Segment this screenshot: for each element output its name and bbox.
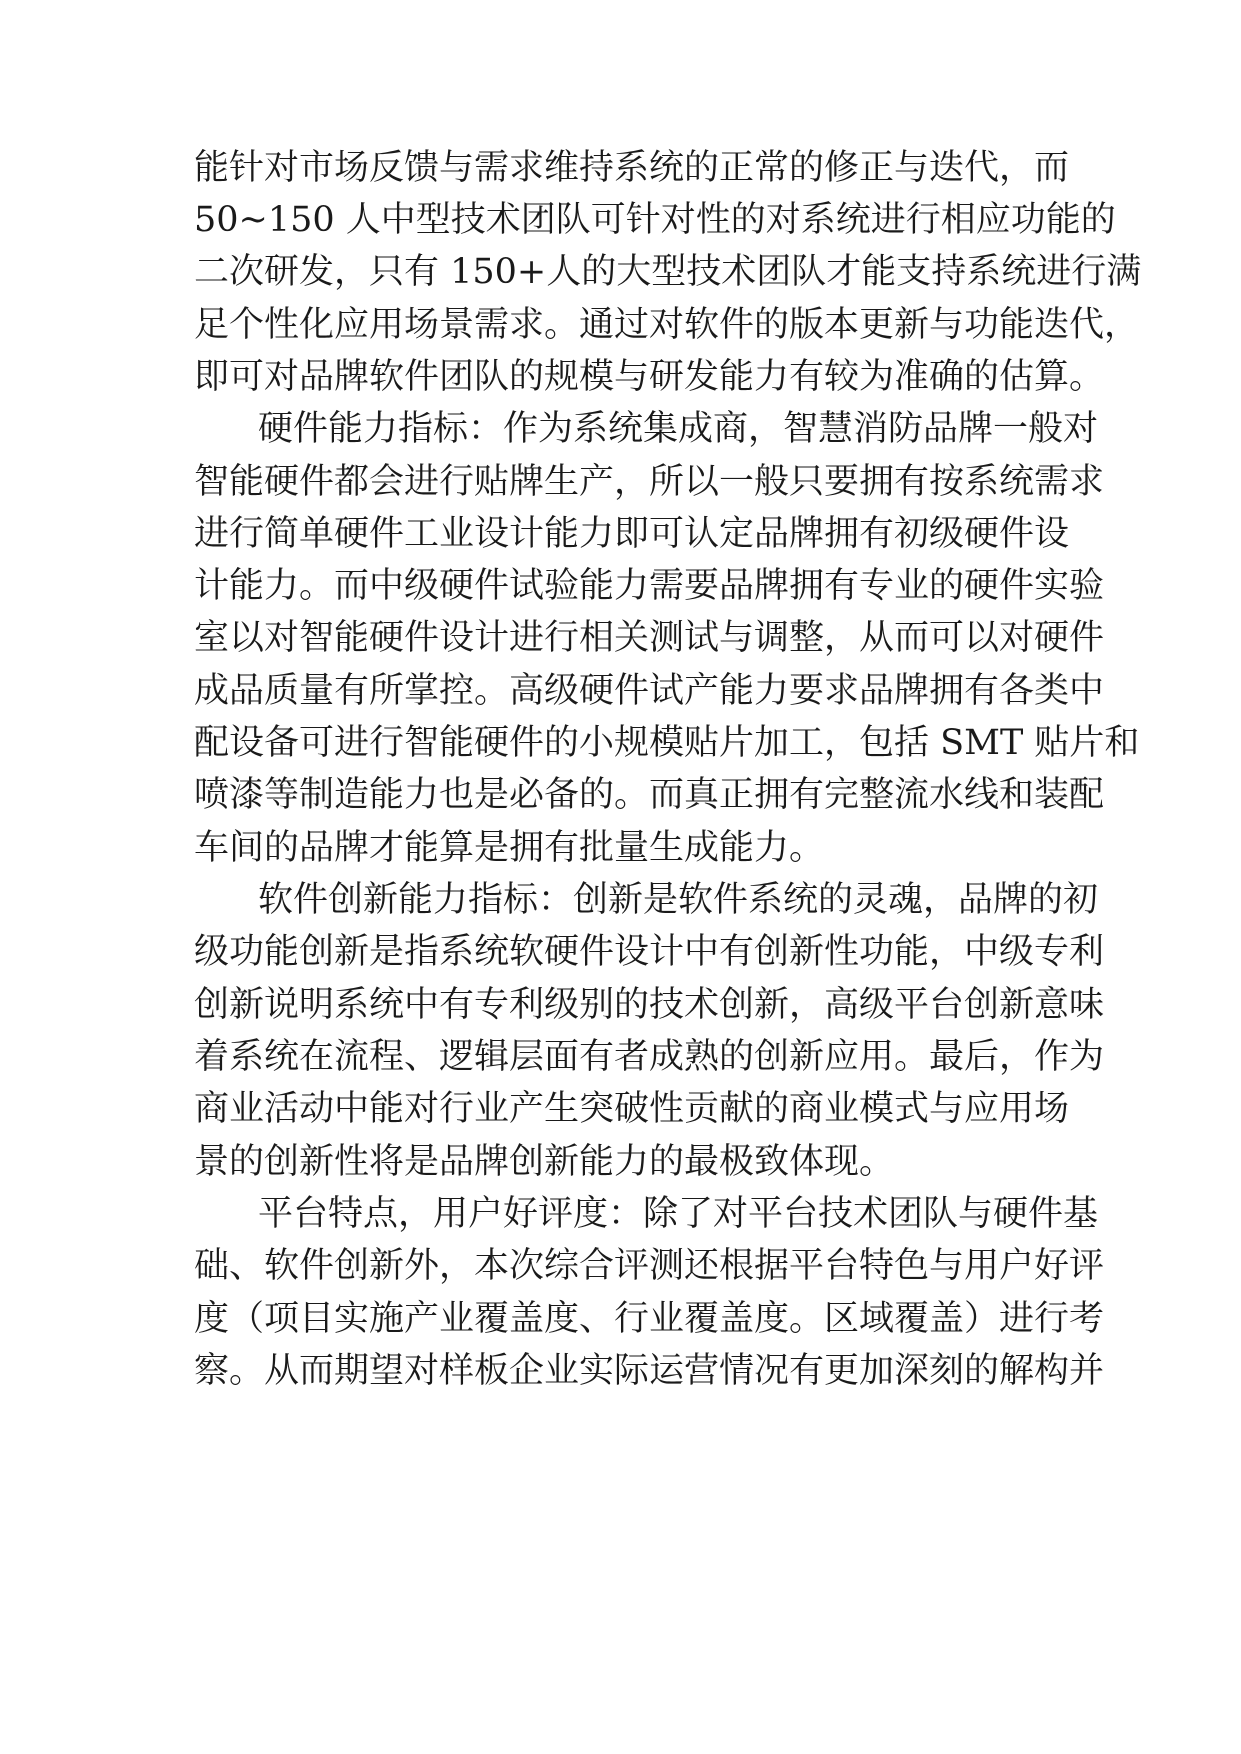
text-line: 配设备可进行智能硬件的小规模贴片加工，包括 SMT 贴片和	[194, 723, 1140, 763]
text-line: 足个性化应用场景需求。通过对软件的版本更新与功能迭代，	[194, 305, 1140, 345]
text-line: 创新说明系统中有专利级别的技术创新，高级平台创新意味	[194, 985, 1105, 1025]
paragraph-start-line: 硬件能力指标：作为系统集成商，智慧消防品牌一般对	[258, 409, 1099, 449]
text-line: 50~150 人中型技术团队可针对性的对系统进行相应功能的	[194, 200, 1116, 240]
text-line: 景的创新性将是品牌创新能力的最极致体现。	[194, 1142, 895, 1182]
text-line: 度（项目实施产业覆盖度、行业覆盖度。区域覆盖）进行考	[194, 1299, 1105, 1339]
text-line: 成品质量有所掌控。高级硬件试产能力要求品牌拥有各类中	[194, 671, 1105, 711]
text-line: 喷漆等制造能力也是必备的。而真正拥有完整流水线和装配	[194, 775, 1105, 815]
text-line: 即可对品牌软件团队的规模与研发能力有较为准确的估算。	[194, 357, 1105, 397]
paragraph-start-line: 软件创新能力指标：创新是软件系统的灵魂，品牌的初	[258, 880, 1099, 920]
text-line: 二次研发，只有 150+人的大型技术团队才能支持系统进行满	[194, 252, 1142, 292]
text-line: 能针对市场反馈与需求维持系统的正常的修正与迭代，而	[194, 148, 1070, 188]
text-line: 级功能创新是指系统软硬件设计中有创新性功能，中级专利	[194, 932, 1105, 972]
text-line: 着系统在流程、逻辑层面有者成熟的创新应用。最后，作为	[194, 1037, 1105, 1077]
text-line: 础、软件创新外，本次综合评测还根据平台特色与用户好评	[194, 1246, 1105, 1286]
text-line: 智能硬件都会进行贴牌生产，所以一般只要拥有按系统需求	[194, 462, 1105, 502]
paragraph-start-line: 平台特点，用户好评度：除了对平台技术团队与硬件基	[258, 1194, 1099, 1234]
text-line: 车间的品牌才能算是拥有批量生成能力。	[194, 828, 825, 868]
text-line: 计能力。而中级硬件试验能力需要品牌拥有专业的硬件实验	[194, 566, 1105, 606]
text-line: 进行简单硬件工业设计能力即可认定品牌拥有初级硬件设	[194, 514, 1070, 554]
text-line: 室以对智能硬件设计进行相关测试与调整，从而可以对硬件	[194, 618, 1105, 658]
text-line: 察。从而期望对样板企业实际运营情况有更加深刻的解构并	[194, 1351, 1105, 1391]
text-line: 商业活动中能对行业产生突破性贡献的商业模式与应用场	[194, 1089, 1070, 1129]
